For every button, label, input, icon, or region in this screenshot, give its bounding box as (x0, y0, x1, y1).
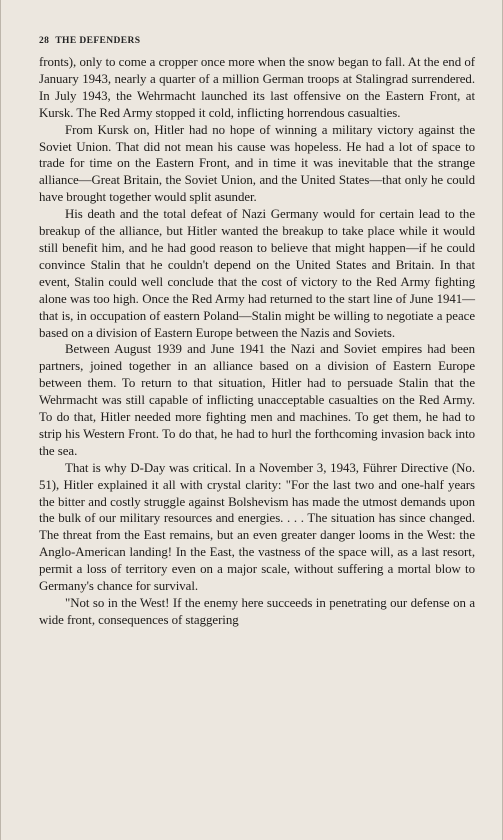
paragraph: His death and the total defeat of Nazi Germany would for certain lead to the breakup of the alliance, but Hitler wanted the breakup to take place while it would still benefit him, and he had good reason to believe that might happen—if he could convince Stalin that he couldn't depend on the United States and Britain. In that event, Stalin could well conclude that the cost of victory to the Red Army fighting alone was too high. Once the Red Army had returned to the start line of June 1941—that is, in occupation of eastern Poland—Stalin might be willing to negotiate a peace based on a division of Eastern Europe between the Nazis and Soviets. (39, 207, 475, 340)
paragraph: fronts), only to come a cropper once more when the snow began to fall. At the end of January 1943, nearly a quarter of a million German troops at Stalingrad surrendered. In July 1943, the Wehrmacht launched its last offensive on the Eastern Front, at Kursk. The Red Army stopped it cold, inflicting horrendous casualties. (39, 55, 475, 120)
paragraph: "Not so in the West! If the enemy here succeeds in penetrating our defense on a wide front, consequences of staggering (39, 596, 475, 627)
paragraph: That is why D-Day was critical. In a November 3, 1943, Führer Directive (No. 51), Hitler explained it all with crystal clarity: "For the last two and one-half years the bitter and costly struggle against Bolshevism has made the utmost demands upon the bulk of our military resources and energies. . . . The situation has since changed. The threat from the East remains, but an even greater danger looms in the West: the Anglo-American landing! In the East, the vastness of the space will, as a last resort, permit a loss of territory even on a major scale, without suffering a mortal blow to Germany's chance for survival. (39, 460, 475, 594)
paragraph: From Kursk on, Hitler had no hope of winning a military victory against the Soviet Union. That did not mean his cause was hopeless. He had a lot of space to trade for time on the Eastern Front, and in time it was inevitable that the strange alliance—Great Britain, the Soviet Union, and the United States—that only he could have brought together would split asunder. (39, 122, 475, 205)
body-text (39, 54, 475, 629)
paragraph: Between August 1939 and June 1941 the Nazi and Soviet empires had been partners, joined together in an alliance based on a division of Eastern Europe between them. To return to that situation, Hitler had to persuade Stalin that the Wehrmacht was still capable of inflicting unacceptable casualties on the Red Army. To do that, Hitler needed more fighting men and machines. To get them, he had to strip his Western Front. To do that, he had to hurl the forthcoming invasion back into the sea. (39, 342, 475, 458)
running-header (39, 34, 476, 52)
page-number: 28 (39, 36, 50, 46)
running-title: THE DEFENDERS (55, 36, 141, 46)
